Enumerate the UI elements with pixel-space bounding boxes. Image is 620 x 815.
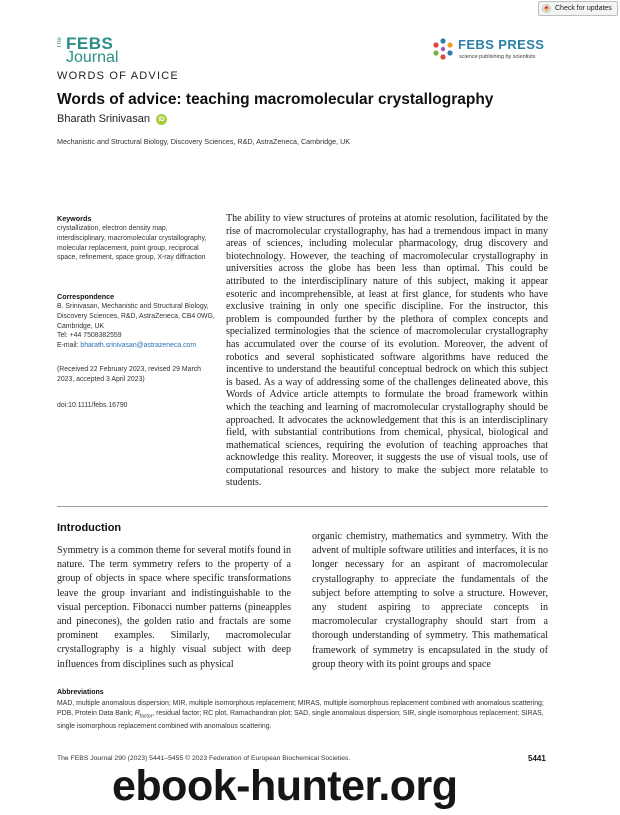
affiliation: Mechanistic and Structural Biology, Discovery Sciences, R&D, AstraZeneca, Cambridge, UK — [57, 137, 351, 146]
abbr-r-sub: factor — [139, 713, 153, 720]
article-title: Words of advice: teaching macromolecular crystallography — [57, 91, 494, 108]
correspondence-address: B. Srinivasan, Mechanistic and Structural Biology, Discovery Sciences, R&D, AstraZeneca, CB4 0WG, Cambridge, UK — [57, 303, 215, 330]
abbr-part1: MAD, multiple anomalous dispersion; MIR, multiple isomorphous replacement; MIRAS, multiple isomorphous replacement combined with anomalous scattering; PDB, Protein Data Bank; — [57, 700, 544, 718]
email-label: E-mail: — [57, 342, 81, 350]
footer-citation: The FEBS Journal 290 (2023) 5441–5455 © 2023 Federation of European Biochemical Societies. — [57, 755, 351, 762]
orcid-icon[interactable]: iD — [156, 114, 167, 125]
abstract: The ability to view structures of proteins at atomic resolution, facilitated by the rise of macromolecular crystallography, has had a tremendous impact in many areas of sciences, including molecular pharmacology, drug discovery and biotechnology. However, the teaching of macromolecular crystallography in universities across the globe has been less than optimal. This could be attributed to the interdisciplinary nature of this subject, making it appear esoteric and incomprehensible, at least at first glance, for students who have exclusive training in only one specific discipline. For the instructor, this problem is compounded further by the plethora of complex concepts and specialized terminologies that the science of macromolecular crystallography has accumulated over the course of its evolution. Moreover, the advent of robotics and several sophisticated software algorithms have reduced the incentive to understand the beautiful conceptual bedrock on which this subject is based. As a way of addressing some of the challenges delineated above, this Words of Advice article attempts to formulate the broad framework within which the teaching and learning of macromolecular crystallography should be approached. It advocates the acknowledgement that this is an interdisciplinary field, with substantial contributions from chemical, physical, biological and mathematical sciences, requiring the evolution of teaching approaches that acknowledge this reality. Moreover, it suggests the use of visual tools, use of computational resources and history to make the subject more relatable to students. — [226, 213, 548, 489]
introduction-right-column: organic chemistry, mathematics and symmetry. With the advent of multiple software utilities and interfaces, it is no longer necessary for an aspirant of macromolecular crystallography to appreciate the fundamentals of the subject before attempting to solve a structure. However, any student aspiring to appreciate concepts in macromolecular crystallography should start from a thorough understanding of symmetry. This mathematical framework of symmetry is encapsulated in the study of group theory with its point groups and space — [312, 531, 548, 670]
febs-press-dots-icon — [431, 37, 455, 61]
doi[interactable]: doi:10.1111/febs.16790 — [57, 402, 128, 409]
press-title: FEBS PRESS — [458, 37, 545, 52]
page-number: 5441 — [528, 754, 546, 763]
abbreviations-heading: Abbreviations — [57, 689, 104, 696]
abbr-r-symbol: R — [134, 710, 140, 718]
logo-journal: Journal — [66, 49, 119, 66]
keywords-heading: Keywords — [57, 214, 92, 223]
introduction-heading: Introduction — [57, 522, 122, 534]
correspondence-heading: Correspondence — [57, 292, 115, 301]
author-name: Bharath Srinivasan — [57, 113, 150, 125]
introduction-left-column: Symmetry is a common theme for several motifs found in nature. The term symmetry refers to the property of a group of objects in space where specific transformations leave the group invariant and indistinguishable to the visual perception. Fibonacci number patterns (pineapples and pinecones), the golden ratio and fractals are some prominent examples. Similarly, macromolecular crystallography is a highly visual subject with deep influences from disciplines such as physical — [57, 545, 291, 670]
author-line — [57, 113, 167, 125]
check-updates-label: Check for updates — [555, 5, 612, 12]
watermark: ebook-hunter.org — [112, 762, 458, 810]
email-link[interactable]: bharath.srinivasan@astrazeneca.com — [80, 342, 197, 350]
febs-press-logo[interactable] — [431, 36, 561, 66]
check-for-updates-button[interactable] — [538, 1, 618, 16]
keywords-list: crystallization, electron density map, interdisciplinary, macromolecular crystallography, molecular replacement, point group, reciprocal space, refinement, space group, X-ray diffraction — [57, 225, 207, 262]
correspondence-email-line — [57, 341, 222, 351]
check-updates-icon — [542, 4, 551, 13]
section-label: WORDS OF ADVICE — [57, 70, 179, 82]
received-dates: (Received 22 February 2023, revised 29 March 2023, accepted 3 April 2023) — [57, 366, 202, 383]
abbr-part2: , residual factor; RC plot, Ramachandran plot; SAD, single anomalous dispersion; SIR, single isomorphous replacement; SIRAS, single isomorphous replacement combined with anomalous scattering. — [57, 710, 544, 731]
febs-journal-logo[interactable] — [57, 34, 157, 67]
press-tagline: science publishing by scientists — [459, 54, 536, 60]
correspondence-block — [57, 302, 222, 351]
logo-the: The — [57, 37, 63, 49]
logo-febs: FEBS — [66, 34, 114, 53]
abbreviations-text — [57, 699, 549, 733]
divider — [57, 506, 548, 507]
correspondence-tel: Tel: +44 7508382559 — [57, 332, 122, 340]
